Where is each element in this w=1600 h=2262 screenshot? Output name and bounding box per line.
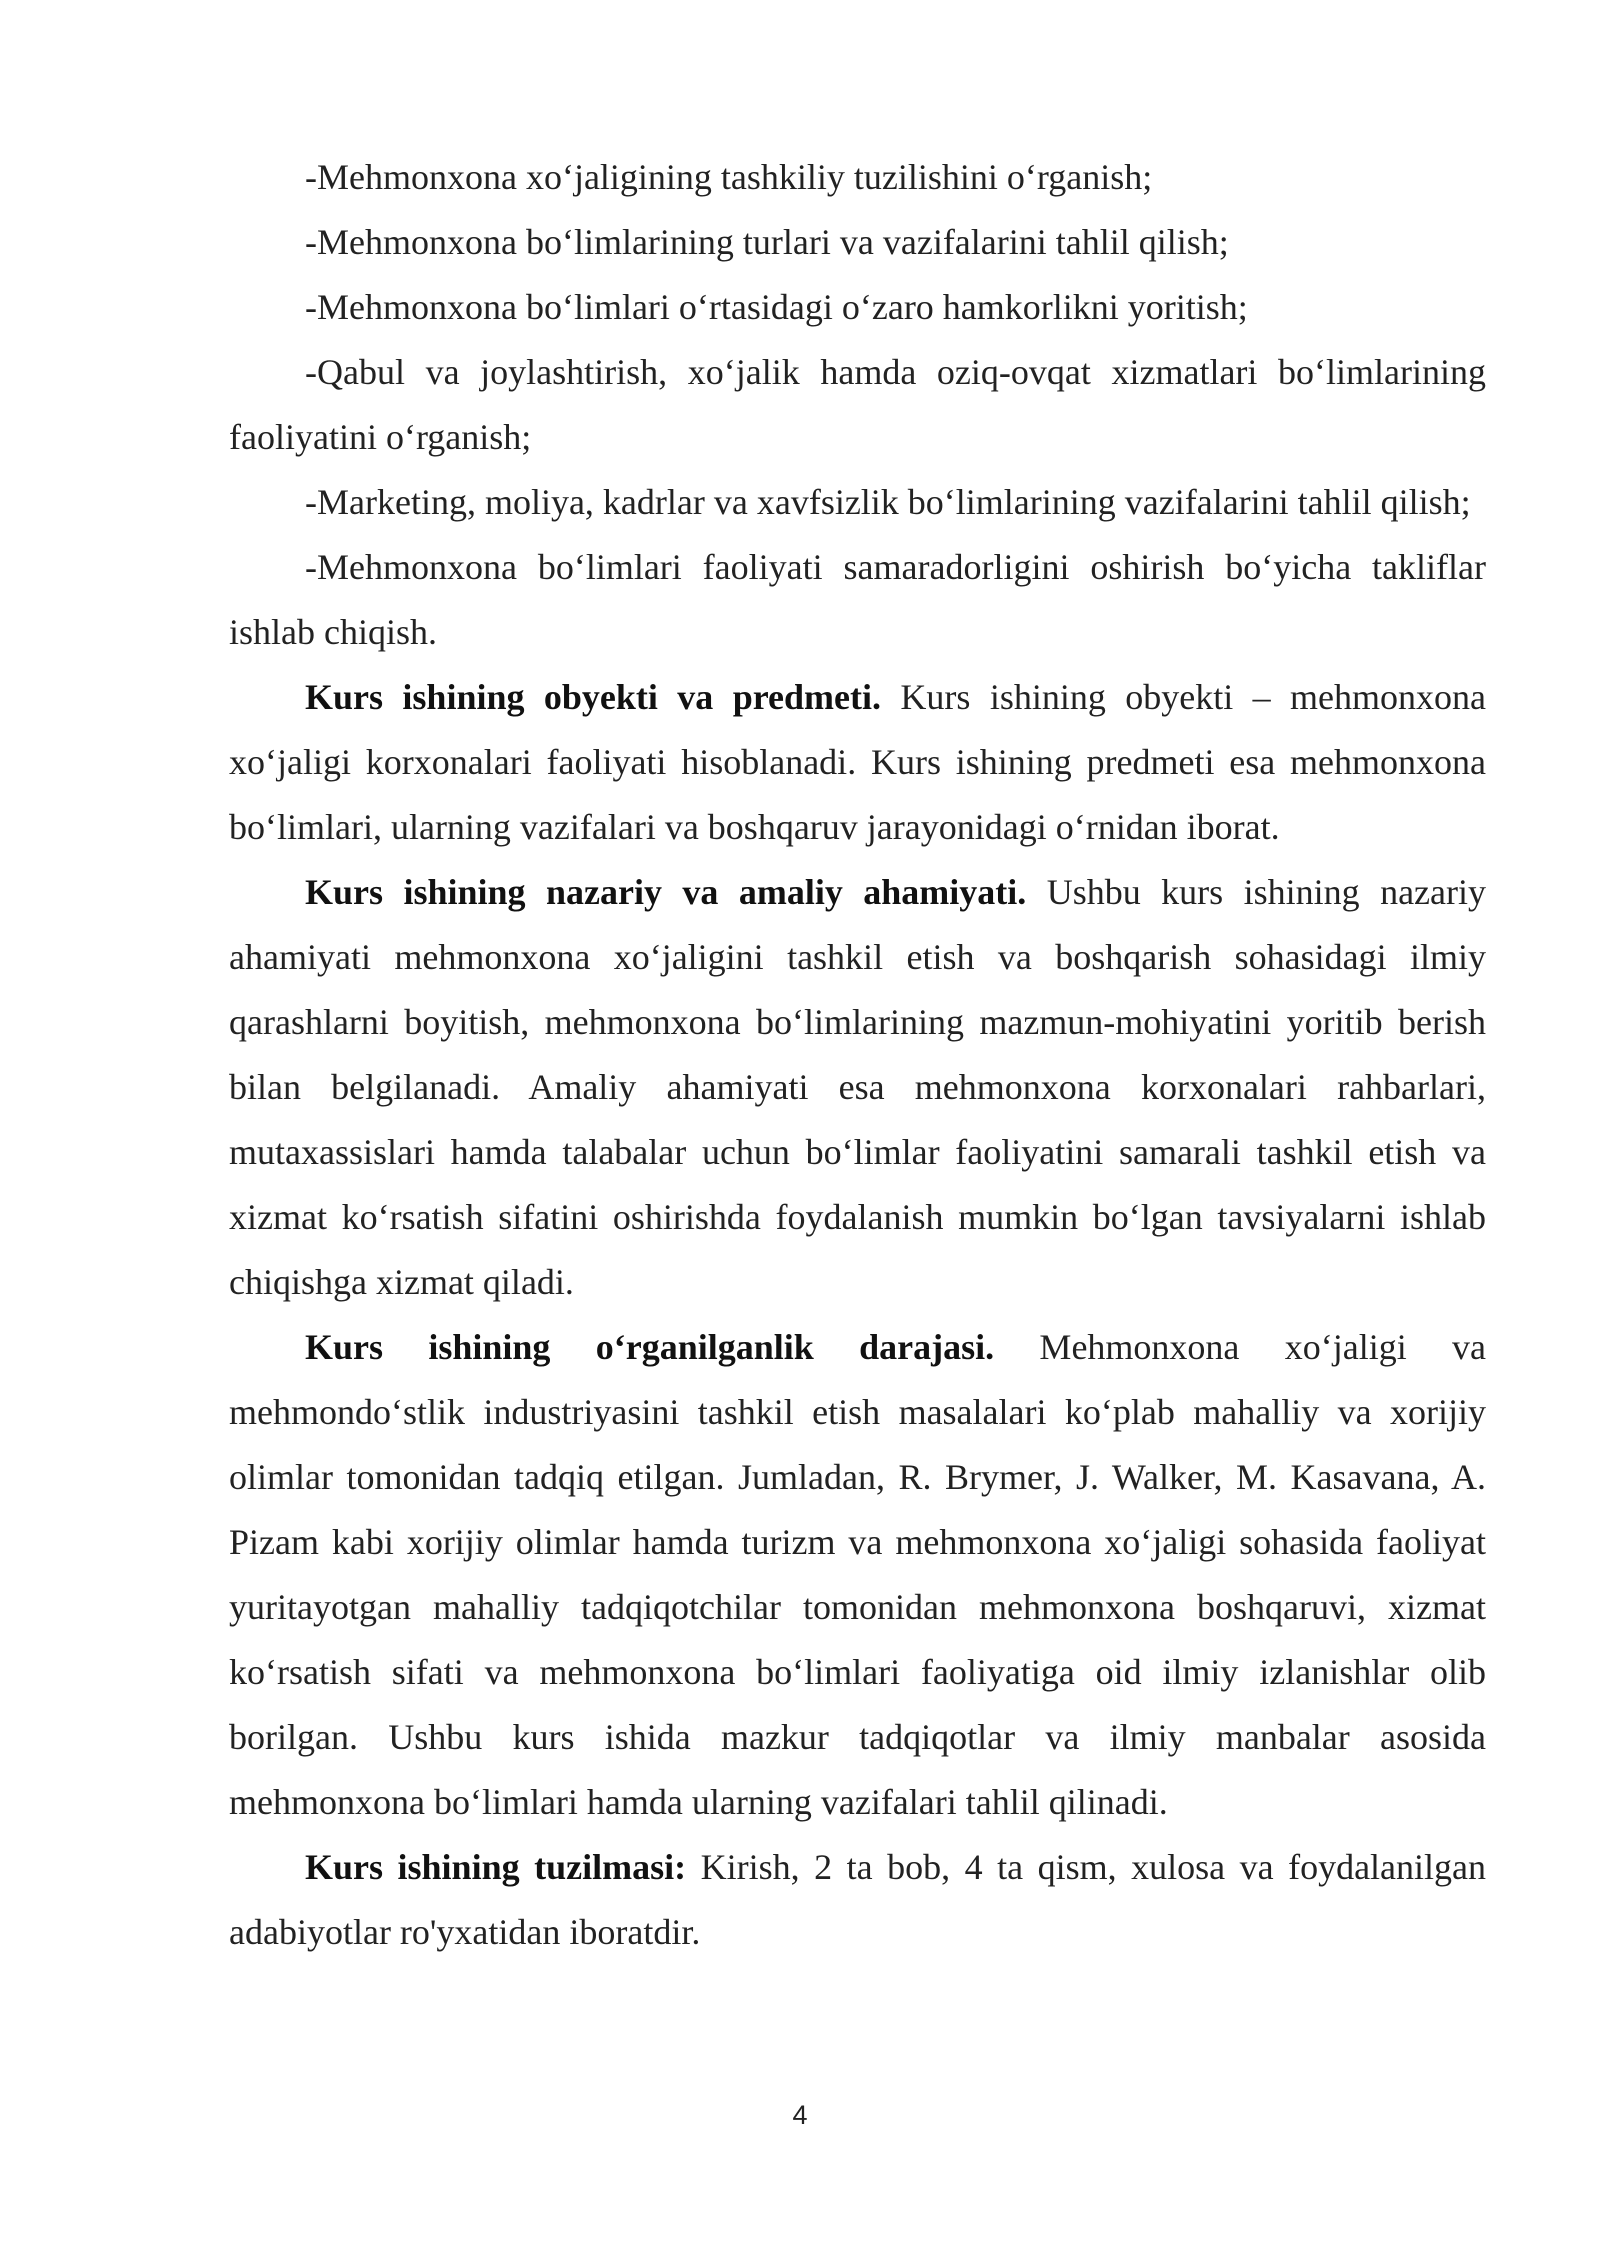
section-degree-of-study [229,1315,1486,1835]
list-item: -Mehmonxona bo‘limlari o‘rtasidagi o‘zaro hamkorlikni yoritish; [305,287,1248,327]
section-heading: Kurs ishining obyekti va predmeti. [305,677,882,717]
section-heading: Kurs ishining tuzilmasi: [305,1847,687,1887]
section-text: Kurs ishining obyekti – mehmonxona xo‘jaligi korxonalari faoliyati hisoblanadi. Kurs ishining predmeti esa mehmonxona bo‘limlari, ularning vazifalari va boshqaruv jarayonidagi o‘rnidan iborat. [229,677,1486,847]
section-text: Mehmonxona xo‘jaligi va mehmondo‘stlik industriyasini tashkil etish masalalari ko‘plab mahalliy va xorijiy olimlar tomonidan tadqiq etilgan. Jumladan, R. Brymer, J. Walker, M. Kasavana, A. Pizam kabi xorijiy olimlar hamda turizm va mehmonxona xo‘jaligi sohasida faoliyat yuritayotgan mahalliy tadqiqotchilar tomonidan mehmonxona boshqaruvi, xizmat ko‘rsatish sifati va mehmonxona bo‘limlari faoliyatiga oid ilmiy izlanishlar olib borilgan. Ushbu kurs ishida mazkur tadqiqotlar va ilmiy manbalar asosida mehmonxona bo‘limlari hamda ularning vazifalari tahlil qilinadi. [229,1327,1487,1822]
section-heading: Kurs ishining o‘rganilganlik darajasi. [305,1327,995,1367]
section-object-subject [229,665,1486,860]
section-heading: Kurs ishining nazariy va amaliy ahamiyati. [305,872,1027,912]
list-item: -Qabul va joylashtirish, xo‘jalik hamda oziq-ovqat xizmatlari bo‘limlarining faoliyatini o‘rganish; [229,352,1486,457]
page-number: 4 [792,2100,808,2130]
section-text: Ushbu kurs ishining nazariy ahamiyati mehmonxona xo‘jaligini tashkil etish va boshqarish sohasidagi ilmiy qarashlarni boyitish, mehmonxona bo‘limlarining mazmun-mohiyatini yoritib berish bilan belgilanadi. Amaliy ahamiyati esa mehmonxona korxonalari rahbarlari, mutaxassislari hamda talabalar uchun bo‘limlar faoliyatini samarali tashkil etish va xizmat ko‘rsatish sifatini oshirishda foydalanish mumkin bo‘lgan tavsiyalarni ishlab chiqishga xizmat qiladi. [229,872,1486,1302]
list-item: -Mehmonxona bo‘limlari faoliyati samaradorligini oshirish bo‘yicha takliflar ishlab chiqish. [229,547,1486,652]
section-significance [229,860,1486,1315]
list-item: -Mehmonxona bo‘limlarining turlari va vazifalarini tahlil qilish; [305,222,1229,262]
page-body [229,145,1486,1965]
section-structure [229,1835,1486,1965]
section-text: Kirish, 2 ta bob, 4 ta qism, xulosa va foydalanilgan adabiyotlar ro'yxatidan iboratdir. [229,1847,1487,1952]
list-item: -Marketing, moliya, kadrlar va xavfsizlik bo‘limlarining vazifalarini tahlil qilish; [305,482,1471,522]
list-item: -Mehmonxona xo‘jaligining tashkiliy tuzilishini o‘rganish; [305,157,1153,197]
